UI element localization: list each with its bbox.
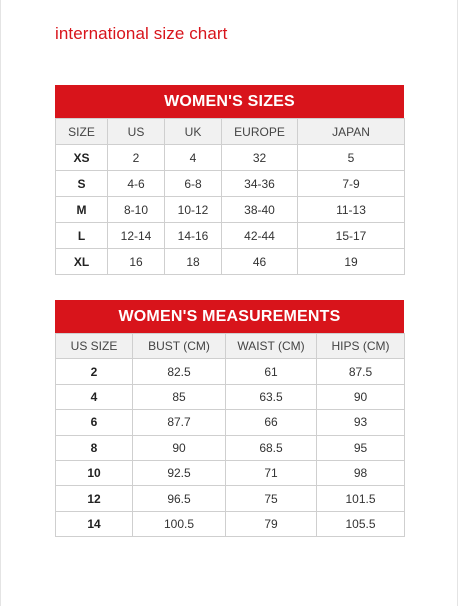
- table-cell: 12-14: [108, 223, 165, 249]
- size-cell: 12: [56, 486, 133, 511]
- table-cell: 95: [317, 435, 405, 460]
- table-cell: 101.5: [317, 486, 405, 511]
- column-header: JAPAN: [298, 119, 405, 145]
- table-row: [56, 197, 405, 223]
- table-cell: 82.5: [133, 359, 226, 384]
- size-cell: 4: [56, 384, 133, 409]
- table-cell: 90: [133, 435, 226, 460]
- size-cell: 2: [56, 359, 133, 384]
- table-cell: 68.5: [226, 435, 317, 460]
- table-cell: 90: [317, 384, 405, 409]
- table-cell: 32: [222, 145, 298, 171]
- size-cell: 8: [56, 435, 133, 460]
- table-cell: 85: [133, 384, 226, 409]
- table-row: [56, 486, 405, 511]
- table-cell: 93: [317, 410, 405, 435]
- column-header: US: [108, 119, 165, 145]
- table-cell: 100.5: [133, 511, 226, 536]
- table-cell: 5: [298, 145, 405, 171]
- table-row: [56, 145, 405, 171]
- table-cell: 105.5: [317, 511, 405, 536]
- table-cell: 7-9: [298, 171, 405, 197]
- table-row: [56, 171, 405, 197]
- table-cell: 87.5: [317, 359, 405, 384]
- womens-sizes-heading: WOMEN'S SIZES: [55, 85, 404, 118]
- table-row: [56, 249, 405, 275]
- table-cell: 11-13: [298, 197, 405, 223]
- table-cell: 15-17: [298, 223, 405, 249]
- table-row: [56, 435, 405, 460]
- table-cell: 79: [226, 511, 317, 536]
- column-header: WAIST (CM): [226, 334, 317, 359]
- table-cell: 16: [108, 249, 165, 275]
- table-row: [56, 460, 405, 485]
- table-cell: 92.5: [133, 460, 226, 485]
- table-cell: 19: [298, 249, 405, 275]
- size-cell: 10: [56, 460, 133, 485]
- table-cell: 2: [108, 145, 165, 171]
- table-cell: 8-10: [108, 197, 165, 223]
- size-cell: L: [56, 223, 108, 249]
- page-title: international size chart: [55, 24, 228, 43]
- table-header-row: [56, 334, 405, 359]
- table-cell: 66: [226, 410, 317, 435]
- table-cell: 34-36: [222, 171, 298, 197]
- table-header-row: [56, 119, 405, 145]
- column-header: SIZE: [56, 119, 108, 145]
- table-cell: 6-8: [165, 171, 222, 197]
- table-cell: 75: [226, 486, 317, 511]
- table-cell: 18: [165, 249, 222, 275]
- size-cell: XS: [56, 145, 108, 171]
- womens-measurements-table: [55, 333, 405, 537]
- table-cell: 98: [317, 460, 405, 485]
- table-cell: 61: [226, 359, 317, 384]
- size-cell: XL: [56, 249, 108, 275]
- column-header: EUROPE: [222, 119, 298, 145]
- table-row: [56, 223, 405, 249]
- table-cell: 14-16: [165, 223, 222, 249]
- table-cell: 96.5: [133, 486, 226, 511]
- size-cell: M: [56, 197, 108, 223]
- size-cell: 6: [56, 410, 133, 435]
- column-header: UK: [165, 119, 222, 145]
- table-row: [56, 384, 405, 409]
- column-header: HIPS (CM): [317, 334, 405, 359]
- table-cell: 10-12: [165, 197, 222, 223]
- table-cell: 71: [226, 460, 317, 485]
- table-cell: 42-44: [222, 223, 298, 249]
- womens-sizes-chart: [55, 85, 404, 275]
- womens-measurements-chart: [55, 300, 404, 537]
- table-row: [56, 359, 405, 384]
- table-row: [56, 410, 405, 435]
- table-cell: 4-6: [108, 171, 165, 197]
- womens-measurements-heading: WOMEN'S MEASUREMENTS: [55, 300, 404, 333]
- table-cell: 38-40: [222, 197, 298, 223]
- table-row: [56, 511, 405, 536]
- table-cell: 87.7: [133, 410, 226, 435]
- table-cell: 4: [165, 145, 222, 171]
- column-header: BUST (CM): [133, 334, 226, 359]
- size-cell: S: [56, 171, 108, 197]
- table-cell: 46: [222, 249, 298, 275]
- size-cell: 14: [56, 511, 133, 536]
- column-header: US SIZE: [56, 334, 133, 359]
- womens-sizes-table: [55, 118, 405, 275]
- table-cell: 63.5: [226, 384, 317, 409]
